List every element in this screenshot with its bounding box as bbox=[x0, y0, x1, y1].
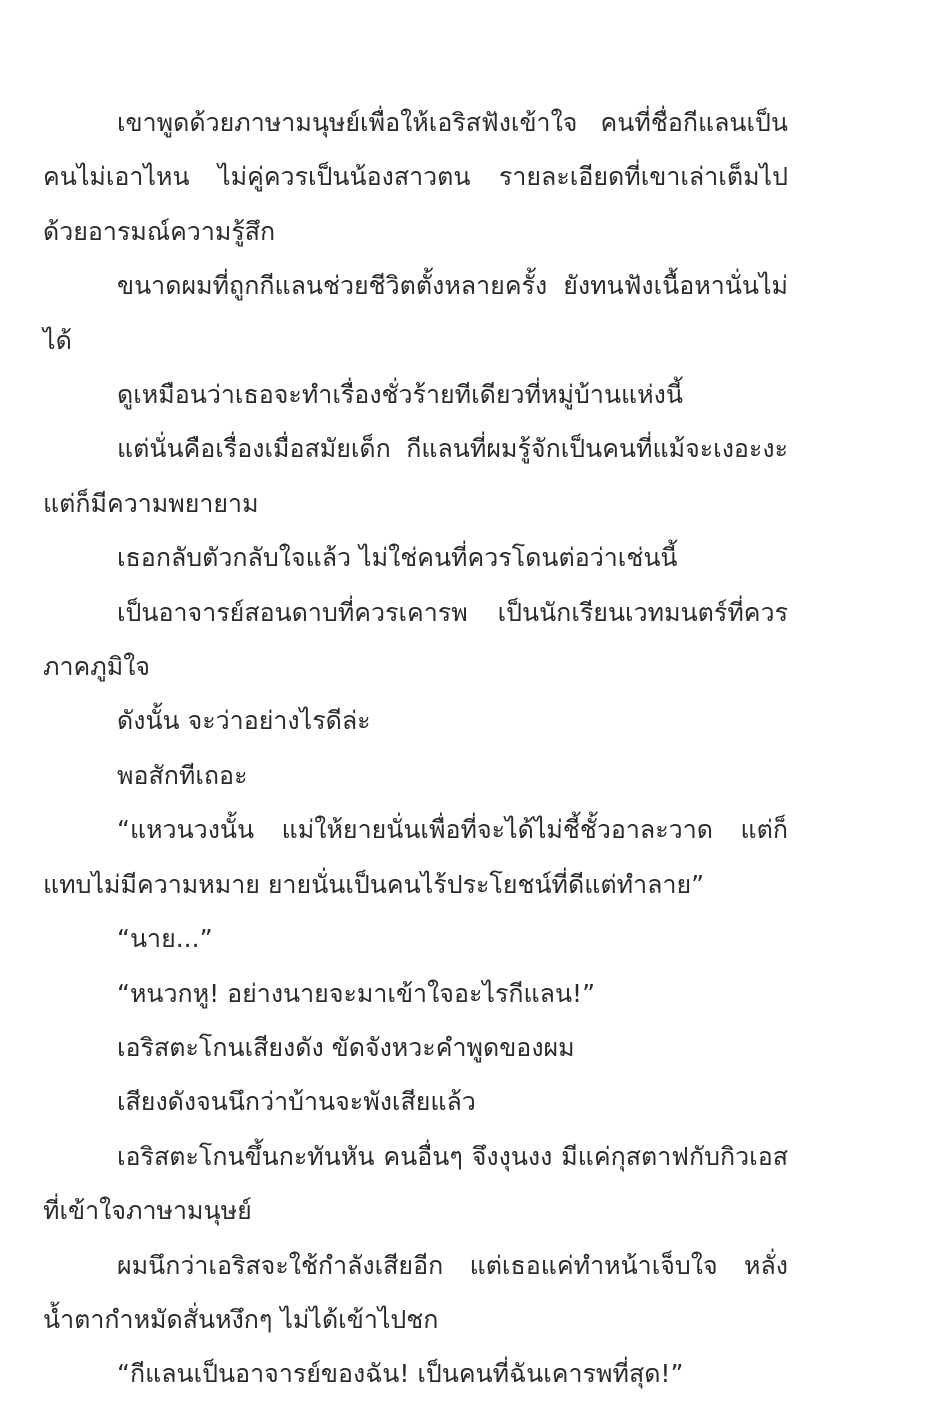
paragraph: พอสักทีเถอะ bbox=[117, 760, 248, 790]
paragraph: ขนาดผมที่ถูกกีแลนช่วยชีวิตตั้งหลายครั้ง ยังทนฟังเนื้อหานั่นไม่ได้ bbox=[43, 271, 788, 355]
paragraph: เขาพูดด้วยภาษามนุษย์เพื่อให้เอริสฟังเข้าใจ คนที่ชื่อกีแลนเป็นคนไม่เอาไหน ไม่คู่ควรเป็นน้องสาวตน รายละเอียดที่เขาเล่าเต็มไปด้วยอารมณ์ความรู้สึก bbox=[43, 108, 788, 246]
paragraph: “นาย...” bbox=[117, 924, 213, 954]
paragraph: เสียงดังจนนึกว่าบ้านจะพังเสียแล้ว bbox=[117, 1087, 476, 1117]
paragraph: “หนวกหู! อย่างนายจะมาเข้าใจอะไรกีแลน!” bbox=[117, 978, 596, 1008]
paragraph: ดังนั้น จะว่าอย่างไรดีล่ะ bbox=[117, 706, 371, 736]
paragraph: แต่นั่นคือเรื่องเมื่อสมัยเด็ก กีแลนที่ผมรู้จักเป็นคนที่แม้จะเงอะงะแต่ก็มีความพยายาม bbox=[43, 434, 788, 518]
paragraph: ดูเหมือนว่าเธอจะทำเรื่องชั่วร้ายทีเดียวที่หมู่บ้านแห่งนี้ bbox=[117, 380, 683, 410]
paragraph: “กีแลนเป็นอาจารย์ของฉัน! เป็นคนที่ฉันเคารพที่สุด!” bbox=[117, 1359, 684, 1389]
page-body-text bbox=[43, 96, 788, 1402]
paragraph: เอริสตะโกนขึ้นกะทันหัน คนอื่นๆ จึงงุนงง มีแค่กุสตาฟกับกิวเอสที่เข้าใจภาษามนุษย์ bbox=[43, 1141, 788, 1226]
paragraph: เธอกลับตัวกลับใจแล้ว ไม่ใช่คนที่ควรโดนต่อว่าเช่นนี้ bbox=[117, 543, 678, 573]
paragraph: เอริสตะโกนเสียงดัง ขัดจังหวะคำพูดของผม bbox=[117, 1032, 575, 1062]
paragraph: “แหวนวงนั้น แม่ให้ยายนั่นเพื่อที่จะได้ไม่ชี้ชั้วอาละวาด แต่ก็แทบไม่มีความหมาย ยายนั่นเป็นคนไร้ประโยชน์ที่ดีแต่ทำลาย” bbox=[43, 815, 788, 899]
paragraph: เป็นอาจารย์สอนดาบที่ควรเคารพ เป็นนักเรียนเวทมนตร์ที่ควรภาคภูมิใจ bbox=[43, 597, 788, 682]
paragraph: ผมนึกว่าเอริสจะใช้กำลังเสียอีก แต่เธอแค่ทำหน้าเจ็บใจ หลั่งน้ำตากำหมัดสั่นหงึกๆ ไม่ได้เข้าไปชก bbox=[43, 1250, 788, 1334]
